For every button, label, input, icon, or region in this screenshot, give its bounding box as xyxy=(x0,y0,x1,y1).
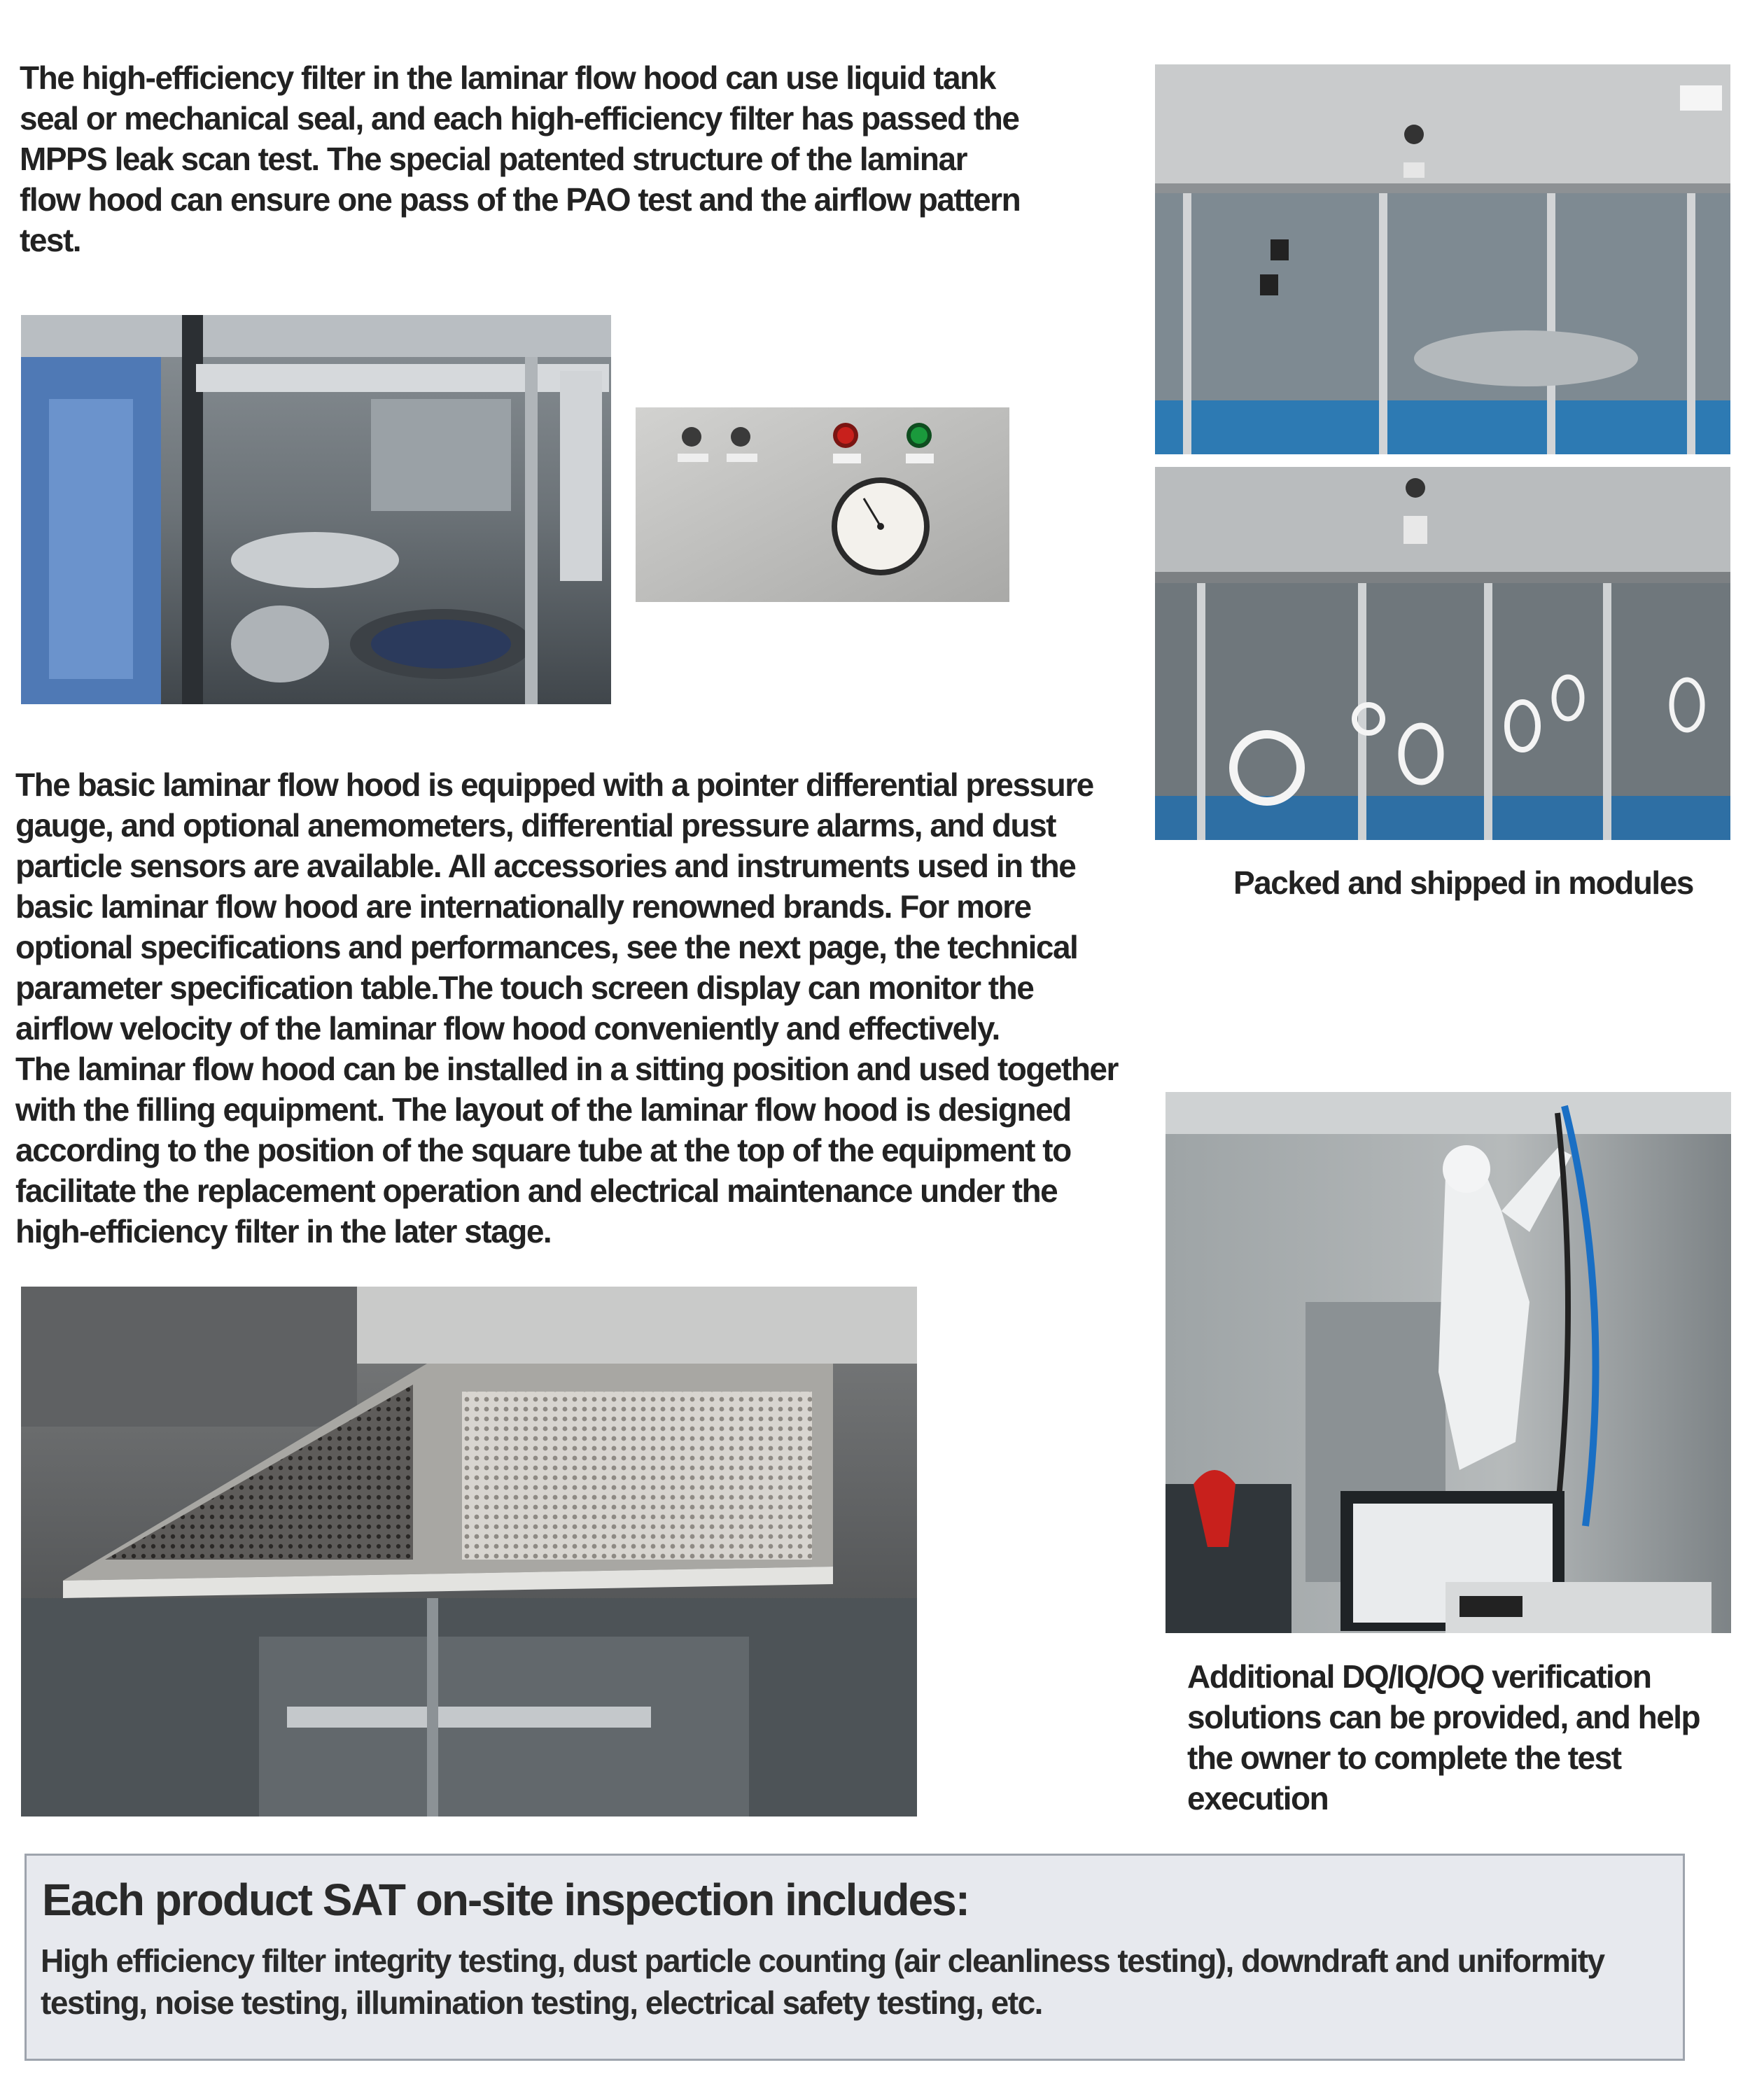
intro-paragraph xyxy=(20,57,1028,260)
photo-hood-module-top xyxy=(1155,64,1730,454)
photo-hood-module-bottom xyxy=(1155,467,1730,840)
photo-pressure-gauge-panel xyxy=(636,407,1009,602)
basic-hood-paragraphs xyxy=(15,764,1135,1252)
basic-hood-paragraph-2: The laminar flow hood can be installed in a sitting position and used together with the filling equipment. The layout of the laminar flow hood is designed according to the position of the square tube at the top of the equipment to facilitate the replacement operation and electrical maintenance under the high-efficiency filter in the later stage. xyxy=(15,1051,1118,1250)
photo-filling-line xyxy=(21,315,611,704)
basic-hood-paragraph-1: The basic laminar flow hood is equipped with a pointer differential pressure gauge, and optional anemometers, differential pressure alarms, and dust particle sensors are available. All accessories and instruments used in the basic laminar flow hood are internationally renowned brands. For more optional specifications and performances, see the next page, the technical parameter specification table.The touch screen display can monitor the airflow velocity of the laminar flow hood conveniently and effectively. xyxy=(15,766,1093,1046)
sat-title: Each product SAT on-site inspection includes: xyxy=(42,1875,969,1925)
caption-verification: Additional DQ/IQ/OQ verification solutions can be provided, and help the owner to complete the test execution xyxy=(1187,1658,1700,1816)
caption-modules: Packed and shipped in modules xyxy=(1233,864,1693,901)
intro-text: The high-efficiency filter in the laminar flow hood can use liquid tank seal or mechanical seal, and each high-efficiency filter has passed the MPPS leak scan test. The special patented structure of the laminar flow hood can ensure one pass of the PAO test and the airflow pattern test. xyxy=(20,59,1021,258)
sat-inspection-box xyxy=(24,1854,1685,2061)
sat-body: High efficiency filter integrity testing, dust particle counting (air cleanliness testing), downdraft and uniformity testing, noise testing, illumination testing, electrical safety testing, etc. xyxy=(41,1942,1604,2021)
photo-filter-diffuser xyxy=(21,1287,917,1816)
photo-verification-test xyxy=(1166,1092,1731,1633)
